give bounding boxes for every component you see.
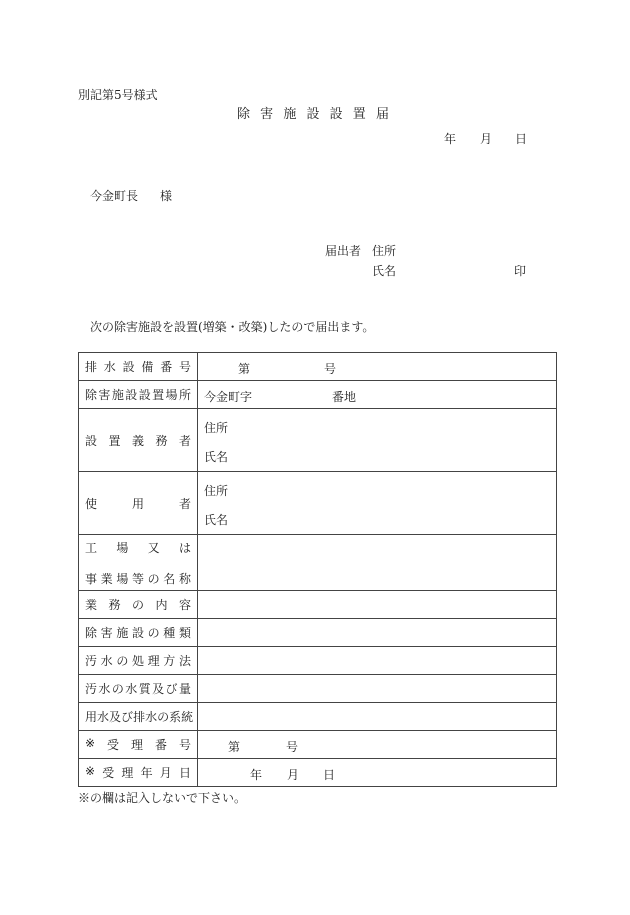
date-day: 日 <box>515 132 528 146</box>
row-label <box>79 591 198 619</box>
label-char: 務 <box>108 598 121 612</box>
table-row <box>79 381 557 409</box>
location-banchi: 番地 <box>332 389 357 404</box>
user-name-label: 氏名 <box>204 512 229 527</box>
label-char: 汚 <box>85 682 98 696</box>
obligor-address-label: 住所 <box>204 420 229 435</box>
document-title <box>237 103 389 122</box>
label-char: 類 <box>178 626 191 640</box>
addressee-honorific: 様 <box>160 189 173 203</box>
obligor-cell[interactable] <box>198 409 557 472</box>
label-char: 義 <box>131 433 144 448</box>
label-char: び <box>165 682 178 696</box>
seal-mark: 印 <box>514 264 527 278</box>
label-char: 施 <box>116 626 129 640</box>
label-char: 者 <box>178 433 191 448</box>
business-cell[interactable] <box>198 591 557 619</box>
label-char: の <box>147 571 160 586</box>
label-char: 方 <box>163 654 176 668</box>
drain-number-cell[interactable] <box>198 353 557 381</box>
label-char: 受 <box>102 766 115 780</box>
label-char: 又 <box>147 540 160 555</box>
label-char: 設 <box>85 433 98 448</box>
form-reference: 別記第5号様式 <box>78 88 158 102</box>
table-row <box>79 619 557 647</box>
water-system-cell[interactable] <box>198 703 557 731</box>
row-label <box>79 759 198 787</box>
receipt-date-cell <box>198 759 557 787</box>
applicant-address-label: 住所 <box>372 244 397 258</box>
label-char: 工 <box>85 540 98 555</box>
facility-type-cell[interactable] <box>198 619 557 647</box>
receipt-number-prefix: 第 <box>228 739 241 754</box>
label-char: は <box>178 540 191 555</box>
label-char: 質 <box>138 682 151 696</box>
receipt-number-suffix: 号 <box>286 739 299 754</box>
location-cell[interactable] <box>198 381 557 409</box>
table-row <box>79 535 557 591</box>
label-char: 置 <box>108 433 121 448</box>
label-char: 及 <box>109 710 122 724</box>
label-char: 排 <box>85 360 98 374</box>
receipt-date-year: 年 <box>250 767 263 782</box>
label-char: び <box>121 710 134 724</box>
label-char: 種 <box>163 626 176 640</box>
label-char: 水 <box>103 360 116 374</box>
label-char: 置 <box>152 388 165 402</box>
receipt-number-cell <box>198 731 557 759</box>
receipt-date-day: 日 <box>323 767 336 782</box>
row-label <box>79 675 198 703</box>
label-char: 水 <box>97 710 110 724</box>
label-char: 号 <box>178 738 191 752</box>
label-char: 備 <box>141 360 154 374</box>
label-char: 務 <box>155 433 168 448</box>
label-char: の <box>111 682 124 696</box>
label-char: 理 <box>131 738 144 752</box>
label-char: 等 <box>131 571 144 586</box>
label-char: 所 <box>178 388 191 402</box>
label-char: 業 <box>100 571 113 586</box>
label-char: 業 <box>85 598 98 612</box>
table-row <box>79 731 557 759</box>
label-char: 年 <box>140 766 153 780</box>
table-row <box>79 647 557 675</box>
label-char: 施 <box>111 388 124 402</box>
row-label <box>79 535 198 591</box>
date-month: 月 <box>480 132 493 146</box>
label-char: 番 <box>160 360 173 374</box>
label-char: 系 <box>169 710 182 724</box>
label-char: の <box>157 710 170 724</box>
label-char: 者 <box>178 496 191 511</box>
application-table <box>78 352 557 787</box>
label-char: 量 <box>178 682 191 696</box>
title-char: 施 <box>283 107 297 122</box>
row-label <box>79 472 198 535</box>
user-cell[interactable] <box>198 472 557 535</box>
obligor-name-label: 氏名 <box>204 449 229 464</box>
row-label <box>79 409 198 472</box>
label-char: の <box>116 654 129 668</box>
label-char: 統 <box>181 710 194 724</box>
label-char: 設 <box>122 360 135 374</box>
title-char: 届 <box>375 107 389 122</box>
label-char: 水 <box>125 682 138 696</box>
label-char: 処 <box>131 654 144 668</box>
label-char: 号 <box>178 360 191 374</box>
row-label <box>79 703 198 731</box>
row-label <box>79 731 198 759</box>
table-row <box>79 409 557 472</box>
label-char: 理 <box>121 766 134 780</box>
label-char: 汚 <box>85 654 98 668</box>
title-char: 害 <box>260 107 274 122</box>
label-char: 日 <box>178 766 191 780</box>
label-char: 内 <box>155 598 168 612</box>
footnote: ※の欄は記入しないで下さい。 <box>78 791 247 805</box>
factory-name-cell[interactable] <box>198 535 557 591</box>
applicant-label: 届出者 <box>325 244 362 258</box>
table-row <box>79 759 557 787</box>
label-char: 水 <box>98 682 111 696</box>
user-address-label: 住所 <box>204 483 229 498</box>
label-char: 月 <box>159 766 172 780</box>
row-label <box>79 647 198 675</box>
label-char: 称 <box>178 571 191 586</box>
label-char: 設 <box>125 388 138 402</box>
label-char: 設 <box>138 388 151 402</box>
drain-number-prefix: 第 <box>238 361 251 376</box>
row-label <box>79 381 198 409</box>
date-year: 年 <box>444 132 457 146</box>
label-char: 除 <box>85 388 98 402</box>
quality-cell[interactable] <box>198 675 557 703</box>
label-char: 及 <box>152 682 165 696</box>
label-char: 理 <box>147 654 160 668</box>
title-char: 置 <box>352 107 366 122</box>
label-char: ※ <box>85 736 96 750</box>
label-char: 排 <box>133 710 146 724</box>
label-char: 場 <box>116 540 129 555</box>
label-char: 水 <box>100 654 113 668</box>
label-char: ※ <box>85 764 96 778</box>
label-char: 事 <box>85 571 98 586</box>
table-row <box>79 675 557 703</box>
label-char: 設 <box>131 626 144 640</box>
row-label <box>79 353 198 381</box>
label-char: の <box>147 626 160 640</box>
label-char: 法 <box>178 654 191 668</box>
label-char: 用 <box>131 496 144 511</box>
label-char: 場 <box>116 571 129 586</box>
label-char: 容 <box>178 598 191 612</box>
label-char: 番 <box>155 738 168 752</box>
label-char: 使 <box>85 496 98 511</box>
label-char: 水 <box>145 710 158 724</box>
label-char: 用 <box>85 710 98 724</box>
table-row <box>79 591 557 619</box>
intro-text: 次の除害施設を設置(増築・改築)したので届出ます。 <box>90 320 375 334</box>
receipt-date-month: 月 <box>287 767 300 782</box>
label-char: 害 <box>98 388 111 402</box>
label-char: 害 <box>100 626 113 640</box>
label-char: 除 <box>85 626 98 640</box>
table-row <box>79 353 557 381</box>
title-char: 除 <box>237 107 251 122</box>
title-char: 設 <box>306 107 320 122</box>
location-town: 今金町字 <box>204 389 253 404</box>
applicant-name-label: 氏名 <box>372 264 397 278</box>
label-char: 場 <box>165 388 178 402</box>
table-row <box>79 472 557 535</box>
treatment-cell[interactable] <box>198 647 557 675</box>
row-label <box>79 619 198 647</box>
addressee-name: 今金町長 <box>90 189 139 203</box>
title-char: 設 <box>329 107 343 122</box>
table-row <box>79 703 557 731</box>
label-char: の <box>131 598 144 612</box>
label-char: 名 <box>163 571 176 586</box>
label-char: 受 <box>107 738 120 752</box>
drain-number-suffix: 号 <box>324 361 337 376</box>
